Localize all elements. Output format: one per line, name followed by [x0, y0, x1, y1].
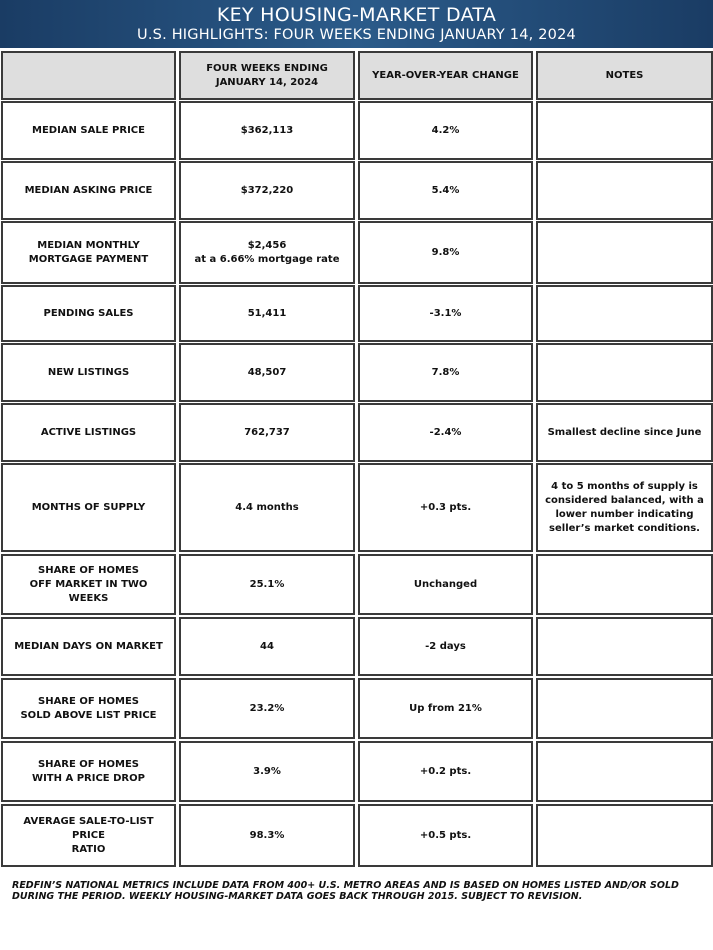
- value-cell: 25.1%: [179, 554, 355, 615]
- value-cell: 48,507: [179, 343, 355, 402]
- value-cell: 51,411: [179, 285, 355, 342]
- metric-cell: SHARE OF HOMES SOLD ABOVE LIST PRICE: [1, 678, 176, 739]
- notes-cell: [536, 678, 713, 739]
- metric-cell: MEDIAN SALE PRICE: [1, 101, 176, 160]
- page-subtitle: U.S. HIGHLIGHTS: FOUR WEEKS ENDING JANUARY 14, 2024: [137, 27, 576, 43]
- notes-cell: [536, 343, 713, 402]
- table-row: [0, 161, 713, 220]
- metric-cell: MEDIAN DAYS ON MARKET: [1, 617, 176, 676]
- metric-cell: PENDING SALES: [1, 285, 176, 342]
- notes-cell: [536, 285, 713, 342]
- yoy-cell: -2.4%: [358, 403, 533, 462]
- notes-cell: [536, 161, 713, 220]
- notes-cell: Smallest decline since June: [536, 403, 713, 462]
- table-row: [0, 741, 713, 802]
- table-row: [0, 343, 713, 402]
- column-header-four-weeks: FOUR WEEKS ENDING JANUARY 14, 2024: [179, 51, 355, 100]
- metric-cell: MONTHS OF SUPPLY: [1, 463, 176, 552]
- value-cell: 3.9%: [179, 741, 355, 802]
- notes-cell: [536, 804, 713, 867]
- yoy-cell: +0.5 pts.: [358, 804, 533, 867]
- value-cell: $2,456 at a 6.66% mortgage rate: [179, 221, 355, 284]
- yoy-cell: -3.1%: [358, 285, 533, 342]
- yoy-cell: +0.2 pts.: [358, 741, 533, 802]
- table-row: [0, 463, 713, 552]
- table-row: [0, 285, 713, 342]
- column-header-yoy: YEAR-OVER-YEAR CHANGE: [358, 51, 533, 100]
- value-cell: 98.3%: [179, 804, 355, 867]
- table-row: [0, 403, 713, 462]
- yoy-cell: Unchanged: [358, 554, 533, 615]
- table-row: [0, 221, 713, 284]
- notes-cell: [536, 101, 713, 160]
- notes-cell: [536, 554, 713, 615]
- metric-cell: ACTIVE LISTINGS: [1, 403, 176, 462]
- notes-cell: [536, 221, 713, 284]
- yoy-cell: -2 days: [358, 617, 533, 676]
- column-header-notes: NOTES: [536, 51, 713, 100]
- yoy-cell: 7.8%: [358, 343, 533, 402]
- yoy-cell: +0.3 pts.: [358, 463, 533, 552]
- header-banner: [0, 0, 713, 48]
- yoy-cell: 9.8%: [358, 221, 533, 284]
- metric-cell: SHARE OF HOMES WITH A PRICE DROP: [1, 741, 176, 802]
- yoy-cell: 5.4%: [358, 161, 533, 220]
- metric-cell: SHARE OF HOMES OFF MARKET IN TWO WEEKS: [1, 554, 176, 615]
- column-header-metric: [1, 51, 176, 100]
- metric-cell: MEDIAN ASKING PRICE: [1, 161, 176, 220]
- metric-cell: NEW LISTINGS: [1, 343, 176, 402]
- notes-cell: 4 to 5 months of supply is considered balanced, with a lower number indicating seller’s market conditions.: [536, 463, 713, 552]
- value-cell: 23.2%: [179, 678, 355, 739]
- notes-cell: [536, 741, 713, 802]
- value-cell: $362,113: [179, 101, 355, 160]
- value-cell: 762,737: [179, 403, 355, 462]
- notes-cell: [536, 617, 713, 676]
- table-row: [0, 101, 713, 160]
- metric-cell: MEDIAN MONTHLY MORTGAGE PAYMENT: [1, 221, 176, 284]
- value-cell: $372,220: [179, 161, 355, 220]
- footnote: REDFIN’S NATIONAL METRICS INCLUDE DATA FROM 400+ U.S. METRO AREAS AND IS BASED ON HOMES LISTED AND/OR SOLD DURING THE PERIOD. WEEKLY HOUSING-MARKET DATA GOES BACK THROUGH 2015. SUBJECT TO REVISION.: [12, 880, 679, 902]
- yoy-cell: Up from 21%: [358, 678, 533, 739]
- yoy-cell: 4.2%: [358, 101, 533, 160]
- table-row: [0, 678, 713, 739]
- value-cell: 4.4 months: [179, 463, 355, 552]
- table-row: [0, 554, 713, 615]
- table-row: [0, 804, 713, 867]
- table-row: [0, 617, 713, 676]
- table-header-row: [0, 51, 713, 100]
- metric-cell: AVERAGE SALE-TO-LIST PRICE RATIO: [1, 804, 176, 867]
- value-cell: 44: [179, 617, 355, 676]
- page-title: KEY HOUSING-MARKET DATA: [216, 4, 497, 26]
